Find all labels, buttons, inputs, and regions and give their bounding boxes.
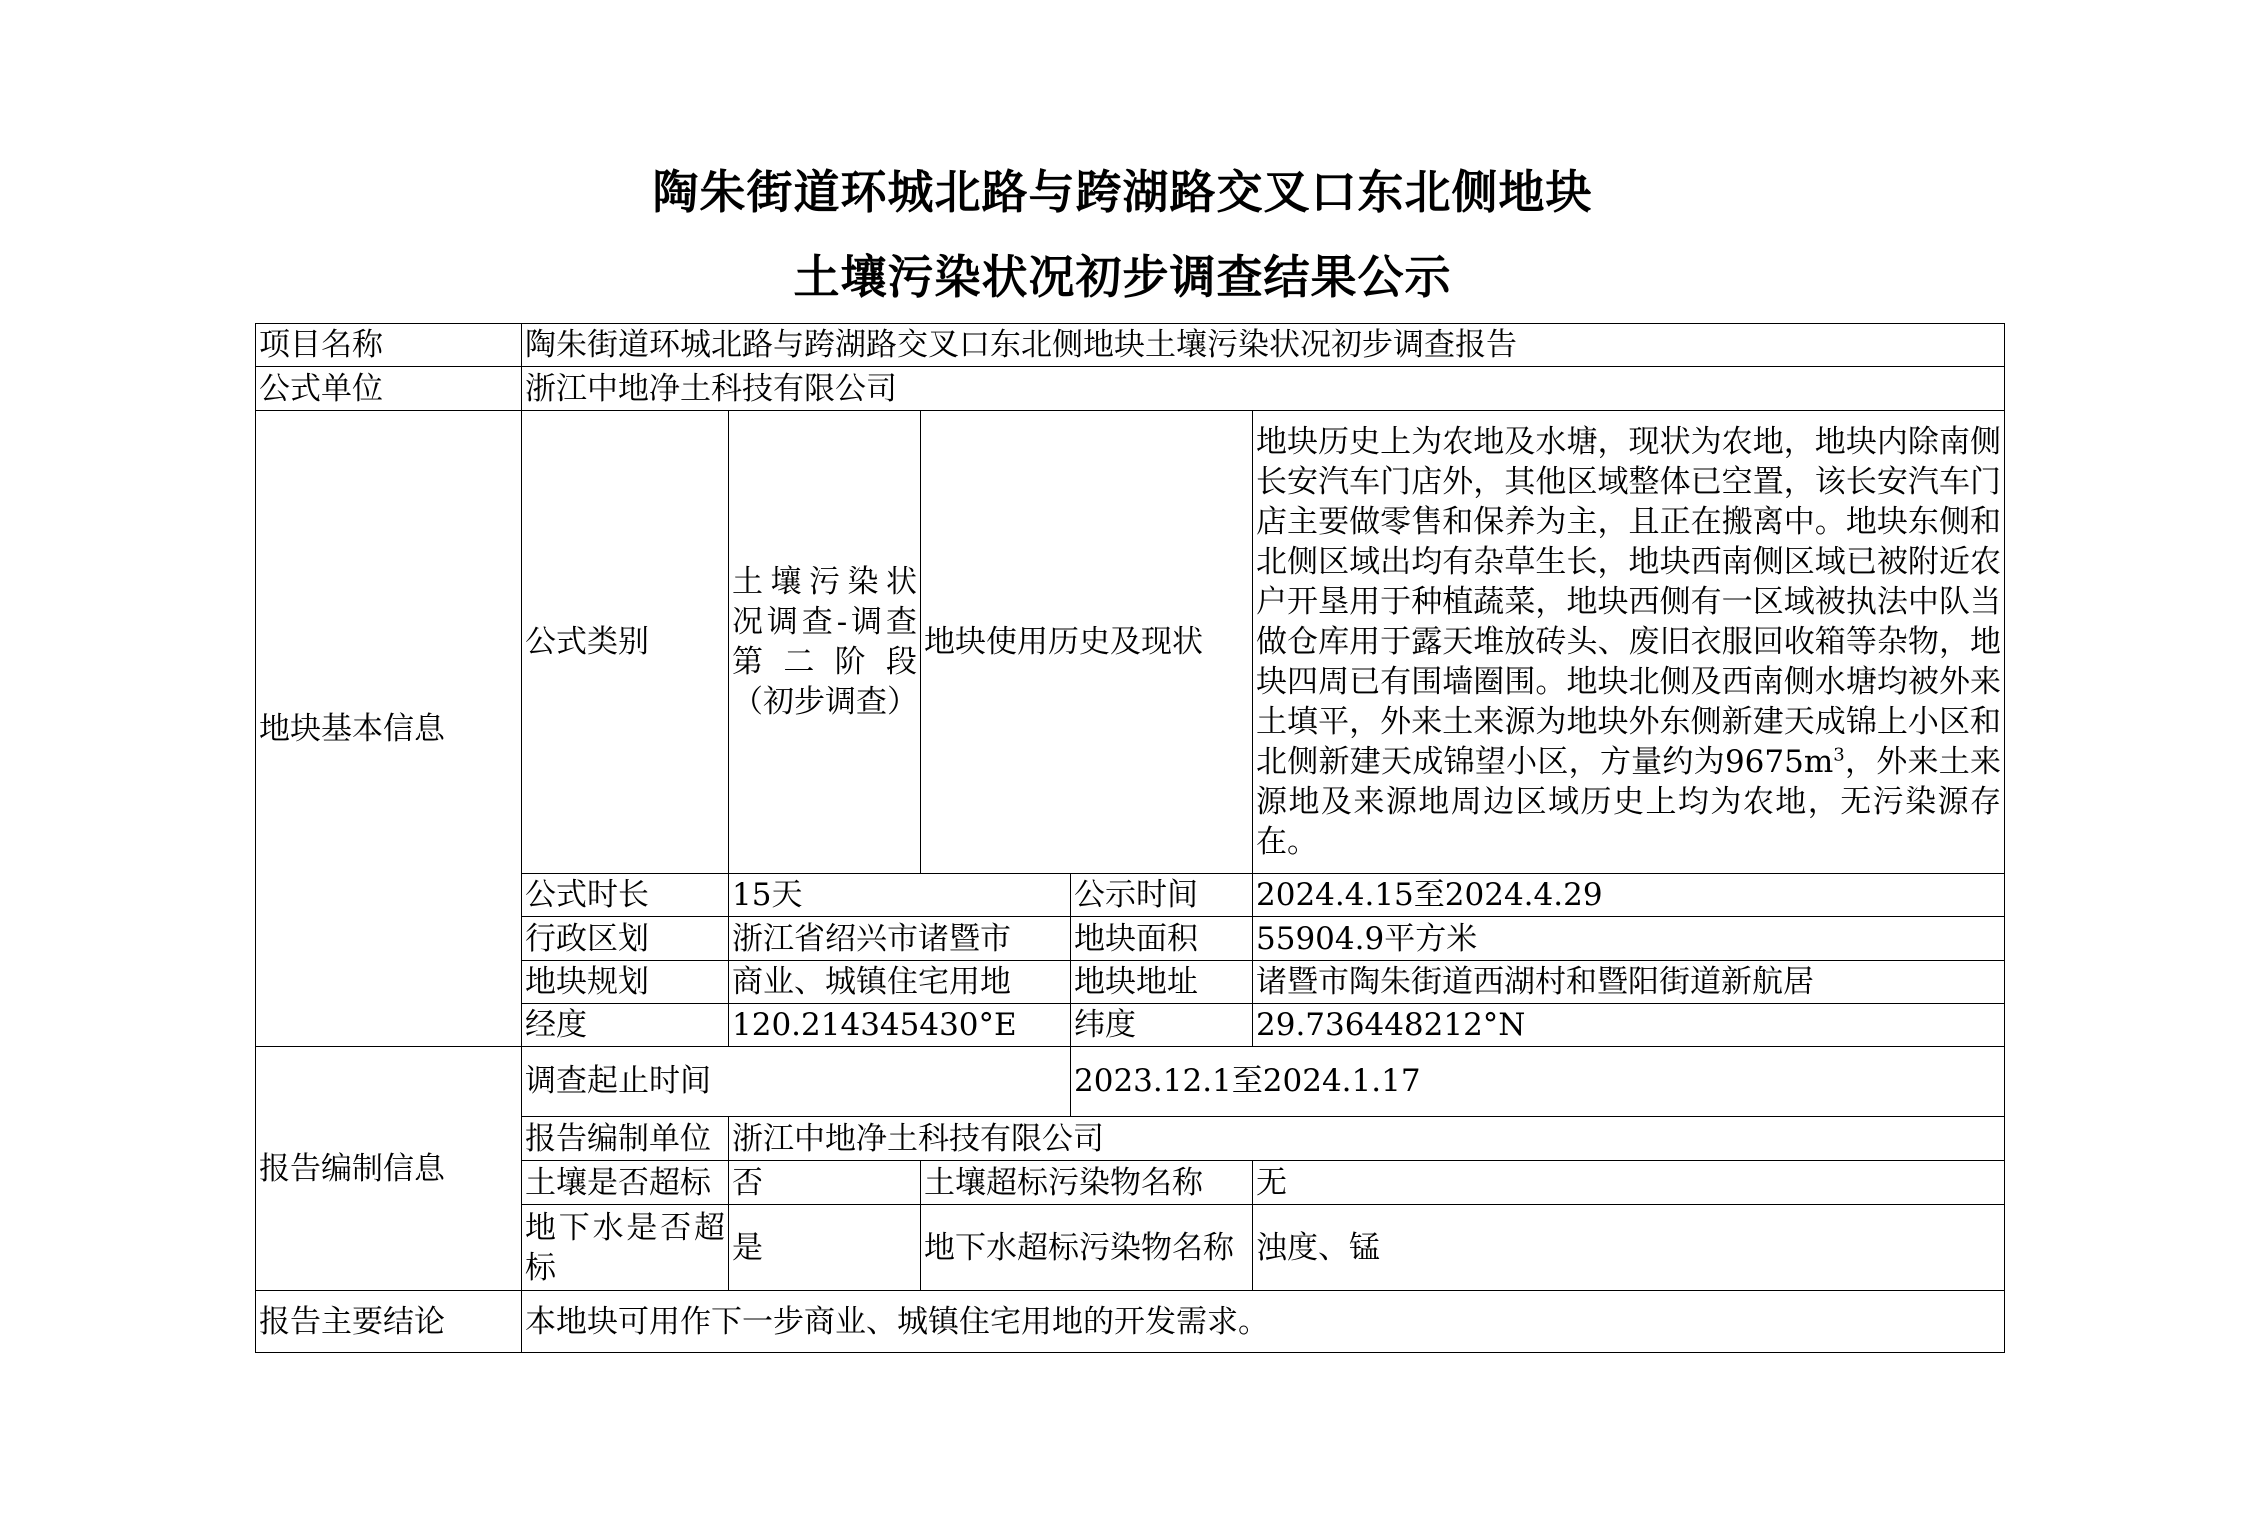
project-name-value: 陶朱街道环城北路与跨湖路交叉口东北侧地块土壤污染状况初步调查报告 xyxy=(522,324,2005,367)
survey-period-value: 2023.12.1至2024.1.17 xyxy=(1071,1047,2005,1117)
history-text-after: ，外来土来源地及来源地周边区域历史上均为农地，无污染源存在。 xyxy=(1256,744,2002,860)
history-text-before: 地块历史上为农地及水塘，现状为农地，地块内除南侧长安汽车门店外，其他区域整体已空置，该长安汽车门店主要做零售和保养为主，且正在搬离中。地块东侧和北侧区域出均有杂草生长，地块西南侧区域已被附近农户开垦用于种植蔬菜，地块西侧有一区域被执法中队当做仓库用于露天堆放砖头、废旧衣服回收箱等杂物，地块四周已有围墙圈围。地块北侧及西南侧水塘均被外来土填平，外来土来源为地块外东侧新建天成锦上小区和北侧新建天成锦望小区，方量约为9675m xyxy=(1256,424,2002,780)
basic-info-label: 地块基本信息 xyxy=(256,411,522,1047)
plan-value: 商业、城镇住宅用地 xyxy=(729,961,1071,1004)
groundwater-pollutant-label: 地下水超标污染物名称 xyxy=(921,1205,1253,1291)
latitude-label: 纬度 xyxy=(1071,1004,1253,1047)
project-name-label: 项目名称 xyxy=(256,324,522,367)
page-title: 陶朱街道环城北路与跨湖路交叉口东北侧地块 xyxy=(652,165,1593,219)
duration-value: 15天 xyxy=(729,874,1071,917)
district-label: 行政区划 xyxy=(522,917,729,961)
longitude-value: 120.214345430°E xyxy=(729,1004,1071,1047)
longitude-label: 经度 xyxy=(522,1004,729,1047)
table-row xyxy=(256,1047,2005,1117)
soil-exceed-label: 土壤是否超标 xyxy=(522,1161,729,1205)
report-info-label: 报告编制信息 xyxy=(256,1047,522,1291)
soil-exceed-value: 否 xyxy=(729,1161,921,1205)
publisher-value: 浙江中地净土科技有限公司 xyxy=(522,367,2005,411)
groundwater-exceed-label: 地下水是否超标 xyxy=(522,1205,729,1291)
table-row xyxy=(256,367,2005,411)
latitude-value: 29.736448212°N xyxy=(1253,1004,2005,1047)
address-label: 地块地址 xyxy=(1071,961,1253,1004)
info-table xyxy=(255,323,2005,1353)
publisher-label: 公式单位 xyxy=(256,367,522,411)
table-row xyxy=(256,324,2005,367)
conclusion-label: 报告主要结论 xyxy=(256,1291,522,1353)
pub-time-value: 2024.4.15至2024.4.29 xyxy=(1253,874,2005,917)
category-value: 土壤污染状况调查-调查第二阶段（初步调查） xyxy=(729,411,921,874)
area-label: 地块面积 xyxy=(1071,917,1253,961)
soil-pollutant-label: 土壤超标污染物名称 xyxy=(921,1161,1253,1205)
plan-label: 地块规划 xyxy=(522,961,729,1004)
report-unit-value: 浙江中地净土科技有限公司 xyxy=(729,1117,2005,1161)
table-row xyxy=(256,1291,2005,1353)
pub-time-label: 公示时间 xyxy=(1071,874,1253,917)
category-label: 公式类别 xyxy=(522,411,729,874)
table-row xyxy=(256,411,2005,874)
duration-label: 公式时长 xyxy=(522,874,729,917)
soil-pollutant-value: 无 xyxy=(1253,1161,2005,1205)
address-value: 诸暨市陶朱街道西湖村和暨阳街道新航居 xyxy=(1253,961,2005,1004)
survey-period-label: 调查起止时间 xyxy=(522,1047,1071,1117)
report-unit-label: 报告编制单位 xyxy=(522,1117,729,1161)
page-subtitle: 土壤污染状况初步调查结果公示 xyxy=(793,250,1452,304)
groundwater-exceed-value: 是 xyxy=(729,1205,921,1291)
history-label: 地块使用历史及现状 xyxy=(921,411,1253,874)
groundwater-pollutant-value: 浊度、锰 xyxy=(1253,1205,2005,1291)
area-value: 55904.9平方米 xyxy=(1253,917,2005,961)
district-value: 浙江省绍兴市诸暨市 xyxy=(729,917,1071,961)
history-superscript: 3 xyxy=(1833,744,1845,766)
conclusion-value: 本地块可用作下一步商业、城镇住宅用地的开发需求。 xyxy=(522,1291,2005,1353)
history-description xyxy=(1253,411,2005,874)
